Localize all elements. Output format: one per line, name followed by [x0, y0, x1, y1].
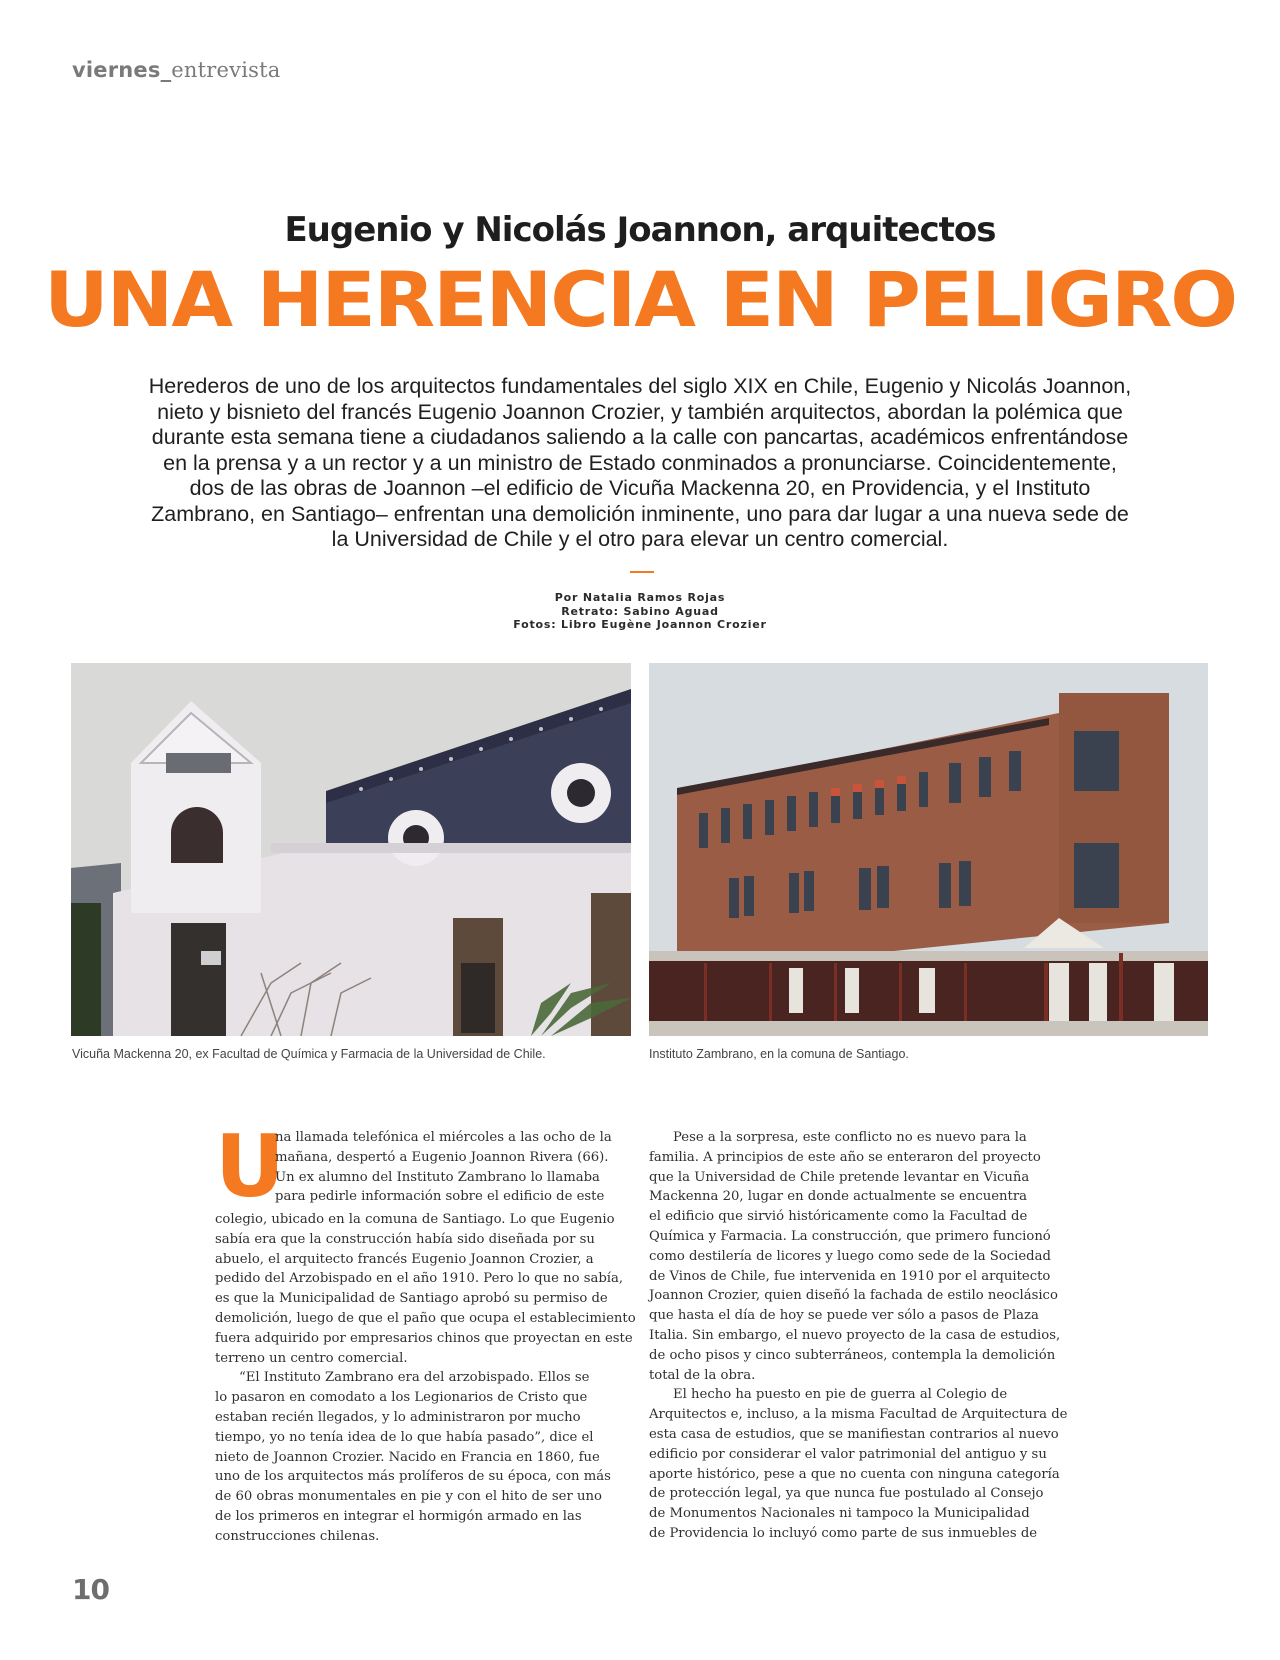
body-line: aporte histórico, pese a que no cuenta con ninguna categoría	[649, 1466, 1060, 1482]
photo-caption-right: Instituto Zambrano, en la comuna de Santiago.	[649, 1047, 909, 1061]
body-line: pedido del Arzobispado en el año 1910. Pero lo que no sabía,	[215, 1271, 624, 1287]
credit-portrait: Retrato: Sabino Aguad	[561, 604, 719, 618]
body-line: esta casa de estudios, que se manifiestan contrarios al nuevo	[649, 1426, 1059, 1442]
section-label-bold: viernes	[72, 58, 161, 82]
body-line: tiempo, yo no tenía idea de lo que había pasado”, dice el	[215, 1429, 594, 1445]
body-line: de 60 obras monumentales en pie y con el hito de ser uno	[215, 1489, 602, 1505]
body-line: como destilería de licores y luego como sede de la Sociedad	[649, 1248, 1051, 1264]
orange-divider	[630, 571, 654, 573]
body-line: na llamada telefónica el miércoles a las ocho de la	[275, 1130, 612, 1145]
body-line: terreno un centro comercial.	[215, 1350, 408, 1366]
body-line: “El Instituto Zambrano era del arzobispado. Ellos se	[239, 1370, 590, 1386]
photo-caption-left: Vicuña Mackenna 20, ex Facultad de Química y Farmacia de la Universidad de Chile.	[72, 1047, 546, 1061]
credit-author: Por Natalia Ramos Rojas	[554, 591, 726, 604]
body-line: de Providencia lo incluyó como parte de sus inmuebles de	[649, 1525, 1038, 1541]
body-line: de los primeros en integrar el hormigón armado en las	[215, 1508, 582, 1524]
body-line: familia. A principios de este año se enteraron del proyecto	[649, 1149, 1041, 1165]
body-line: de Vinos de Chile, fue intervenida en 1910 por el arquitecto	[649, 1268, 1051, 1284]
body-line: Joannon Crozier, quien diseñó la fachada de estilo neoclásico	[649, 1288, 1058, 1304]
body-line: construcciones chilenas.	[215, 1528, 380, 1544]
body-line: nieto de Joannon Crozier. Nacido en Francia en 1860, fue	[215, 1449, 600, 1465]
deck-line: durante esta semana tiene a ciudadanos saliendo a la calle con pancartas, académicos enfrentándose	[151, 425, 1129, 449]
deck-line: en la prensa y a un rector y a un ministro de Estado conminados a pronunciarse. Coincidentemente,	[163, 450, 1117, 475]
article-kicker: Eugenio y Nicolás Joannon, arquitectos	[284, 210, 996, 250]
drop-cap-lines	[215, 1128, 633, 1207]
body-line: Mackenna 20, lugar en donde actualmente se encuentra	[649, 1189, 1027, 1205]
deck-line: dos de las obras de Joannon –el edificio de Vicuña Mackenna 20, en Providencia, y el Instituto	[189, 476, 1091, 500]
body-line: de Monumentos Nacionales ni tampoco la Municipalidad	[649, 1506, 1030, 1522]
body-line: fuera adquirido por empresarios chinos que proyectan en este	[215, 1330, 633, 1346]
body-line: es que la Municipalidad de Santiago aprobó su permiso de	[215, 1291, 608, 1307]
body-line: para pedirle información sobre el edificio de este	[275, 1189, 605, 1205]
paragraph	[649, 1128, 1061, 1385]
deck-line: la Universidad de Chile y el otro para elevar un centro comercial.	[331, 527, 949, 551]
body-line: Arquitectos e, incluso, a la misma Facultad de Arquitectura de	[649, 1407, 1068, 1423]
body-column-right	[649, 1128, 1068, 1544]
body-line: edificio por considerar el valor patrimonial del antiguo y su	[649, 1446, 1047, 1462]
photo-instituto-zambrano	[649, 663, 1208, 1036]
body-line: el edificio que sirvió históricamente como la Facultad de	[649, 1209, 1028, 1225]
body-line: Pese a la sorpresa, este conflicto no es nuevo para la	[673, 1130, 1027, 1145]
body-line: de ocho pisos y cinco subterráneos, contempla la demolición	[649, 1347, 1056, 1363]
body-line: demolición, luego de que el paño que ocupa el establecimiento	[215, 1310, 636, 1326]
body-line: sabía era que la construcción había sido diseñada por su	[215, 1231, 595, 1247]
body-column-left	[215, 1117, 636, 1547]
deck-line: Zambrano, en Santiago– enfrentan una demolición inminente, uno para dar lugar a una nueva sede de	[151, 501, 1129, 526]
article-deck	[120, 374, 1160, 553]
section-label-light: entrevista	[171, 58, 281, 82]
body-line: abuelo, el arquitecto francés Eugenio Joannon Crozier, a	[215, 1251, 594, 1267]
body-line: total de la obra.	[649, 1367, 756, 1383]
body-line: que la Universidad de Chile pretende levantar en Vicuña	[649, 1169, 1030, 1185]
body-line: Química y Farmacia. La construcción, que primero funcionó	[649, 1228, 1051, 1244]
body-line: que hasta el día de hoy se puede ver sólo a pasos de Plaza	[649, 1308, 1039, 1324]
body-line: Italia. Sin embargo, el nuevo proyecto de la casa de estudios,	[649, 1327, 1061, 1343]
section-label	[72, 58, 280, 82]
body-line: El hecho ha puesto en pie de guerra al Colegio de	[673, 1387, 1008, 1403]
body-line: estaban recién llegados, y lo administraron por mucho	[215, 1409, 581, 1425]
body-line: mañana, despertó a Eugenio Joannon Rivera (66).	[275, 1149, 609, 1165]
paragraph	[649, 1385, 1068, 1543]
article-credits	[0, 591, 1280, 632]
body-line: lo pasaron en comodato a los Legionarios de Cristo que	[215, 1390, 588, 1406]
page-number: 10	[72, 1573, 109, 1606]
deck-line: nieto y bisnieto del francés Eugenio Joannon Crozier, y también arquitectos, abordan la polémica que	[157, 399, 1123, 424]
deck-line: Herederos de uno de los arquitectos fundamentales del siglo XIX en Chile, Eugenio y Nicolás Joannon,	[148, 374, 1132, 398]
paragraph	[215, 1368, 633, 1546]
section-label-separator: _	[160, 58, 172, 82]
body-line: uno de los arquitectos más prolíferos de su época, con más	[215, 1469, 611, 1485]
body-line: Un ex alumno del Instituto Zambrano lo llamaba	[275, 1169, 600, 1185]
drop-cap: U	[215, 1117, 285, 1217]
paragraph	[215, 1210, 636, 1368]
body-line: de protección legal, ya que nunca fue postulado al Consejo	[649, 1486, 1044, 1502]
body-line: colegio, ubicado en la comuna de Santiago. Lo que Eugenio	[215, 1212, 615, 1227]
credit-photos: Fotos: Libro Eugène Joannon Crozier	[513, 618, 767, 631]
photo-vicuna-mackenna	[71, 663, 631, 1036]
article-headline: UNA HERENCIA EN PELIGRO	[43, 255, 1237, 344]
